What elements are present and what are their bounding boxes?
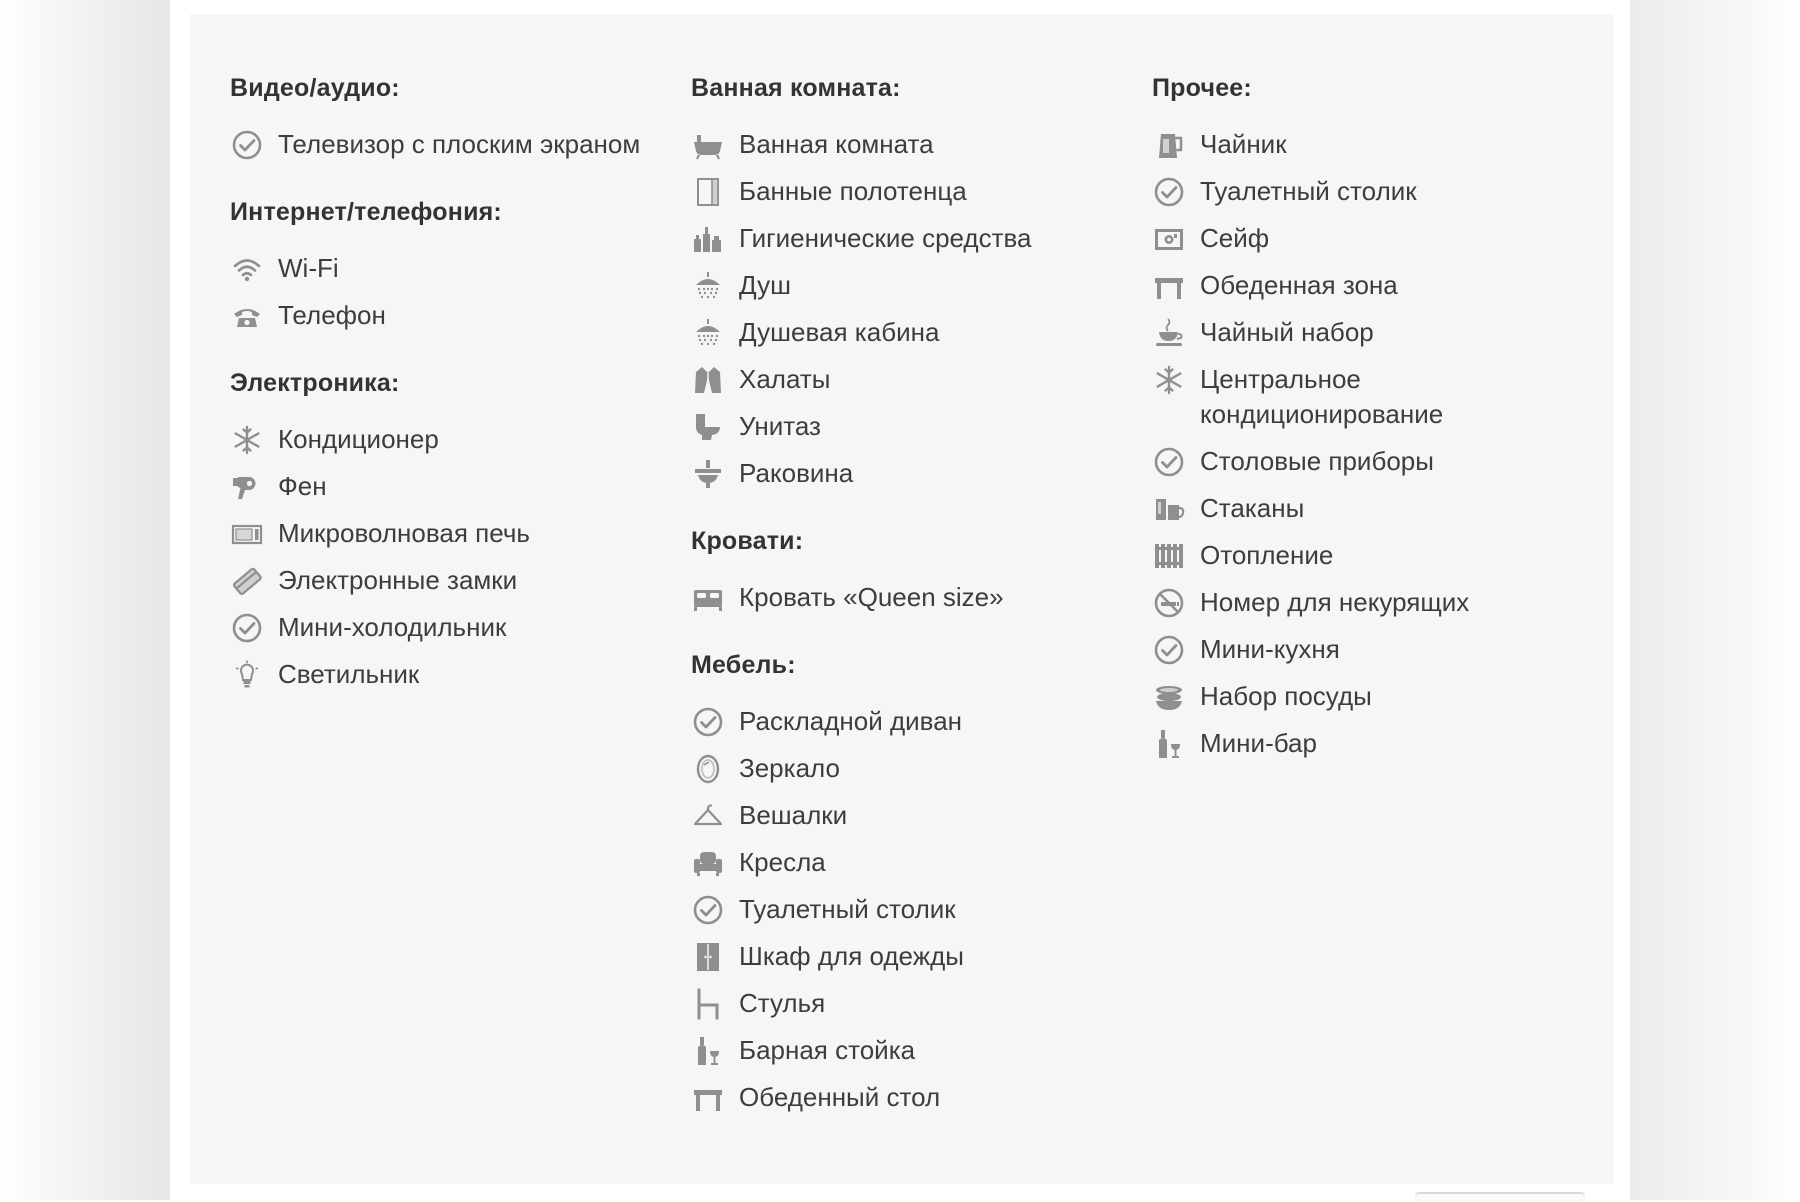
amenity-label: Кровать «Queen size» [739,582,1004,612]
amenity-label: Душ [739,270,792,300]
amenity-item [1152,362,1602,432]
amenity-item [691,456,1111,491]
amenity-item [691,845,1111,880]
keycard-icon [230,563,264,598]
amenities-column-3 [1152,58,1602,797]
amenities-column-1 [230,58,650,728]
safe-icon [1152,221,1186,256]
table-icon [1152,268,1186,303]
snowflake-icon [230,422,264,457]
amenity-label: Чайник [1200,129,1287,159]
amenity-label: Мини-бар [1200,728,1317,758]
amenity-item [1152,679,1602,714]
amenity-item [230,657,650,692]
amenity-label: Чайный набор [1200,317,1374,347]
glasses-icon [1152,491,1186,526]
amenity-item [691,362,1111,397]
amenity-item [691,580,1111,615]
amenity-section [230,369,650,692]
amenity-item [691,1080,1111,1115]
amenity-label: Фен [278,471,327,501]
amenity-label: Раскладной диван [739,706,963,736]
amenity-label: Шкаф для одежды [739,941,964,971]
amenity-label: Ванная комната [739,129,934,159]
amenity-item [1152,726,1602,761]
section-heading: Интернет/телефония: [230,198,502,226]
amenity-label: Номер для некурящих [1200,587,1470,617]
amenity-label: Унитаз [739,411,821,441]
amenity-item [691,751,1111,786]
amenity-item [691,409,1111,444]
amenity-label: Стулья [739,988,826,1018]
amenity-label: Телефон [278,300,386,330]
section-heading: Кровати: [691,527,804,555]
wardrobe-icon [691,939,725,974]
kettle-icon [1152,127,1186,162]
bathrobe-icon [691,362,725,397]
amenity-label: Wi-Fi [278,253,339,283]
amenity-label: Банные полотенца [739,176,967,206]
amenity-section [691,527,1111,615]
amenity-label: Туалетный столик [1200,176,1417,206]
amenities-panel [190,14,1614,1184]
amenity-item [230,251,650,286]
amenity-item [1152,268,1602,303]
amenity-section [691,651,1111,1115]
amenity-item [691,892,1111,927]
amenity-item [1152,174,1602,209]
bathtub-icon [691,127,725,162]
check-circle-icon [1152,444,1186,479]
amenity-label: Халаты [739,364,831,394]
amenity-label: Набор посуды [1200,681,1372,711]
amenity-item [691,939,1111,974]
amenity-section [1152,74,1602,761]
no-smoking-icon [1152,585,1186,620]
amenity-section [230,198,650,333]
microwave-icon [230,516,264,551]
section-heading: Ванная комната: [691,74,901,102]
amenity-label: Микроволновая печь [278,518,530,548]
amenity-label: Кресла [739,847,826,877]
amenity-label: Отопление [1200,540,1334,570]
hairdryer-icon [230,469,264,504]
section-heading: Электроника: [230,369,400,397]
section-heading: Прочее: [1152,74,1252,102]
amenity-section [691,74,1111,491]
amenity-label: Светильник [278,659,420,689]
amenity-item [691,127,1111,162]
amenity-label: Обеденная зона [1200,270,1398,300]
bottom-tab-edge [1415,1192,1585,1202]
amenity-label: Вешалки [739,800,848,830]
bar-bottle-icon [691,1033,725,1068]
check-circle-icon [691,704,725,739]
amenities-column-2 [691,58,1111,1151]
amenity-item [230,563,650,598]
phone-icon [230,298,264,333]
amenity-item [230,298,650,333]
amenity-item [1152,127,1602,162]
amenity-label: Гигиенические средства [739,223,1032,253]
amenity-label: Туалетный столик [739,894,956,924]
check-circle-icon [1152,174,1186,209]
bar-bottle-icon [1152,726,1186,761]
tea-cup-icon [1152,315,1186,350]
amenity-label: Кондиционер [278,424,439,454]
snowflake-icon [1152,362,1186,397]
amenity-item [230,610,650,645]
amenity-item [230,469,650,504]
amenity-item [1152,444,1602,479]
mirror-icon [691,751,725,786]
amenity-label: Раковина [739,458,854,488]
amenity-item [691,221,1111,256]
amenity-item [1152,315,1602,350]
toiletries-icon [691,221,725,256]
amenity-item [230,127,650,162]
shower-icon [691,315,725,350]
amenity-item [691,268,1111,303]
dishes-icon [1152,679,1186,714]
amenity-label: Мини-холодильник [278,612,507,642]
amenity-label: Сейф [1200,223,1270,253]
page-shadow-right [1630,0,1800,1200]
amenity-item [230,422,650,457]
amenity-item [691,798,1111,833]
amenity-item [230,516,650,551]
amenity-item [691,1033,1111,1068]
armchair-icon [691,845,725,880]
section-heading: Мебель: [691,651,796,679]
table-icon [691,1080,725,1115]
check-circle-icon [691,892,725,927]
shower-icon [691,268,725,303]
amenity-label: Центральное кондиционирование [1200,364,1444,429]
amenity-label: Столовые приборы [1200,446,1434,476]
check-circle-icon [230,610,264,645]
chair-icon [691,986,725,1021]
section-heading: Видео/аудио: [230,74,400,102]
amenity-label: Мини-кухня [1200,634,1340,664]
check-circle-icon [230,127,264,162]
lightbulb-icon [230,657,264,692]
amenity-label: Телевизор с плоским экраном [278,129,641,159]
amenity-item [1152,221,1602,256]
amenity-label: Стаканы [1200,493,1305,523]
amenity-item [691,986,1111,1021]
amenity-item [1152,491,1602,526]
amenity-label: Зеркало [739,753,840,783]
amenity-label: Душевая кабина [739,317,940,347]
amenity-item [1152,538,1602,573]
radiator-icon [1152,538,1186,573]
towel-icon [691,174,725,209]
amenity-item [1152,585,1602,620]
check-circle-icon [1152,632,1186,667]
amenity-item [691,315,1111,350]
sink-icon [691,456,725,491]
amenity-label: Обеденный стол [739,1082,941,1112]
amenity-label: Электронные замки [278,565,518,595]
toilet-icon [691,409,725,444]
wifi-icon [230,251,264,286]
amenity-label: Барная стойка [739,1035,916,1065]
amenity-section [230,74,650,162]
amenity-item [1152,632,1602,667]
amenity-item [691,174,1111,209]
bed-icon [691,580,725,615]
page-shadow-left [0,0,170,1200]
hanger-icon [691,798,725,833]
amenity-item [691,704,1111,739]
